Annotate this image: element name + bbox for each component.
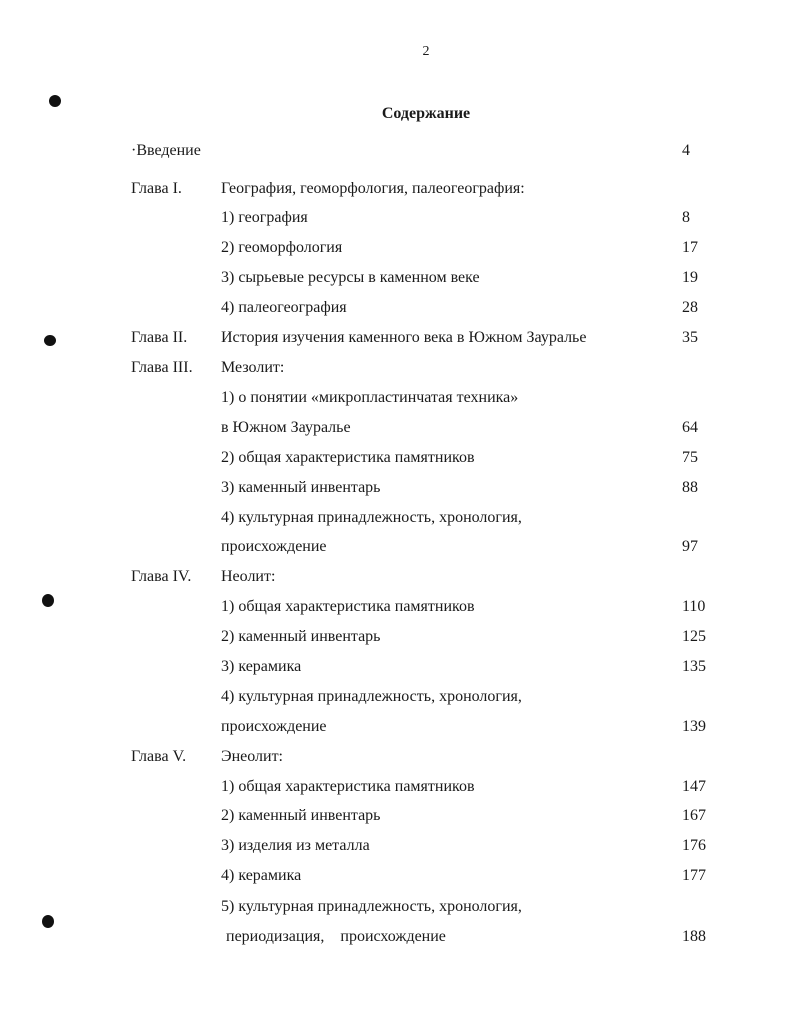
toc-row bbox=[0, 174, 799, 204]
toc-entry-page: 176 bbox=[682, 837, 706, 854]
toc-row bbox=[0, 323, 799, 353]
toc-entry-text: География, геоморфология, палеогеография: bbox=[221, 180, 525, 197]
toc-entry-text: происхождение bbox=[221, 718, 327, 735]
toc-chapter-label: Глава IV. bbox=[131, 568, 192, 585]
toc-row bbox=[0, 263, 799, 293]
toc-entry-text: 2) геоморфология bbox=[221, 239, 343, 256]
toc-row bbox=[0, 473, 799, 503]
toc-row bbox=[0, 503, 799, 533]
toc-entry-text: Неолит: bbox=[221, 568, 276, 585]
toc-entry-text: 2) общая характеристика памятников bbox=[221, 449, 475, 466]
toc-entry-text: в Южном Зауралье bbox=[221, 419, 351, 436]
toc-row bbox=[0, 233, 799, 263]
toc-entry-text: 2) каменный инвентарь bbox=[221, 807, 381, 824]
toc-chapter-label: Глава III. bbox=[131, 359, 193, 376]
toc-row bbox=[0, 136, 799, 166]
toc-row bbox=[0, 772, 799, 802]
toc-entry-text: 3) изделия из металла bbox=[221, 837, 370, 854]
toc-row bbox=[0, 562, 799, 592]
toc-entry-page: 110 bbox=[682, 598, 706, 615]
toc-entry-text: происхождение bbox=[221, 538, 327, 555]
toc-entry-page: 135 bbox=[682, 658, 706, 675]
toc-entry-page: 177 bbox=[682, 867, 706, 884]
toc-entry-text: 4) культурная принадлежность, хронология, bbox=[221, 509, 522, 526]
toc-entry-text: Энеолит: bbox=[221, 748, 283, 765]
toc-row bbox=[0, 922, 799, 952]
toc-row bbox=[0, 203, 799, 233]
toc-entry-page: 88 bbox=[682, 479, 698, 496]
toc-row bbox=[0, 712, 799, 742]
toc-entry-page: 64 bbox=[682, 419, 698, 436]
toc-row bbox=[0, 353, 799, 383]
toc-row bbox=[0, 413, 799, 443]
toc-entry-text: 5) культурная принадлежность, хронология, bbox=[221, 898, 522, 915]
toc-entry-text: 4) керамика bbox=[221, 867, 302, 884]
toc-entry-text: 4) палеогеография bbox=[221, 299, 347, 316]
toc-chapter-label: Глава II. bbox=[131, 329, 188, 346]
toc-entry-text: 3) сырьевые ресурсы в каменном веке bbox=[221, 269, 480, 286]
toc-entry-text: История изучения каменного века в Южном Зауралье bbox=[221, 329, 587, 346]
toc-row bbox=[0, 383, 799, 413]
toc-entry-text: 2) каменный инвентарь bbox=[221, 628, 381, 645]
toc-entry-page: 125 bbox=[682, 628, 706, 645]
toc-row bbox=[0, 532, 799, 562]
toc-row bbox=[0, 682, 799, 712]
toc-title: Содержание bbox=[381, 105, 471, 122]
toc-row bbox=[0, 742, 799, 772]
toc-entry-page: 28 bbox=[682, 299, 698, 316]
toc-entry-text: 1) о понятии «микропластинчатая техника» bbox=[221, 389, 519, 406]
toc-entry-text: Мезолит: bbox=[221, 359, 285, 376]
toc-entry-page: 75 bbox=[682, 449, 698, 466]
toc-chapter-label: Глава V. bbox=[131, 748, 187, 765]
toc-entry-page: 35 bbox=[682, 329, 698, 346]
toc-row bbox=[0, 831, 799, 861]
toc-row bbox=[0, 652, 799, 682]
toc-entry-text: 4) культурная принадлежность, хронология, bbox=[221, 688, 522, 705]
toc-chapter-label: Глава I. bbox=[131, 180, 182, 197]
toc-entry-text: ·Введение bbox=[131, 142, 201, 159]
toc-entry-text: периодизация, происхождение bbox=[226, 928, 446, 945]
toc-entry-text: 3) каменный инвентарь bbox=[221, 479, 381, 496]
toc-entry-page: 97 bbox=[682, 538, 698, 555]
toc-entry-text: 3) керамика bbox=[221, 658, 302, 675]
toc-entry-page: 167 bbox=[682, 807, 706, 824]
toc-row bbox=[0, 293, 799, 323]
toc-entry-page: 147 bbox=[682, 778, 706, 795]
toc-entry-page: 4 bbox=[682, 142, 690, 159]
toc-row bbox=[0, 592, 799, 622]
toc-row bbox=[0, 892, 799, 922]
toc-entry-page: 17 bbox=[682, 239, 698, 256]
toc-entry-text: 1) география bbox=[221, 209, 308, 226]
toc-row bbox=[0, 622, 799, 652]
toc-entry-page: 19 bbox=[682, 269, 698, 286]
page-number: 2 bbox=[422, 44, 430, 59]
toc-row bbox=[0, 861, 799, 891]
toc-entry-text: 1) общая характеристика памятников bbox=[221, 598, 475, 615]
toc-row bbox=[0, 801, 799, 831]
toc-entry-page: 8 bbox=[682, 209, 690, 226]
toc-entry-text: 1) общая характеристика памятников bbox=[221, 778, 475, 795]
toc-row bbox=[0, 443, 799, 473]
toc-entry-page: 139 bbox=[682, 718, 706, 735]
toc-entry-page: 188 bbox=[682, 928, 706, 945]
punch-hole-mark bbox=[49, 95, 61, 107]
